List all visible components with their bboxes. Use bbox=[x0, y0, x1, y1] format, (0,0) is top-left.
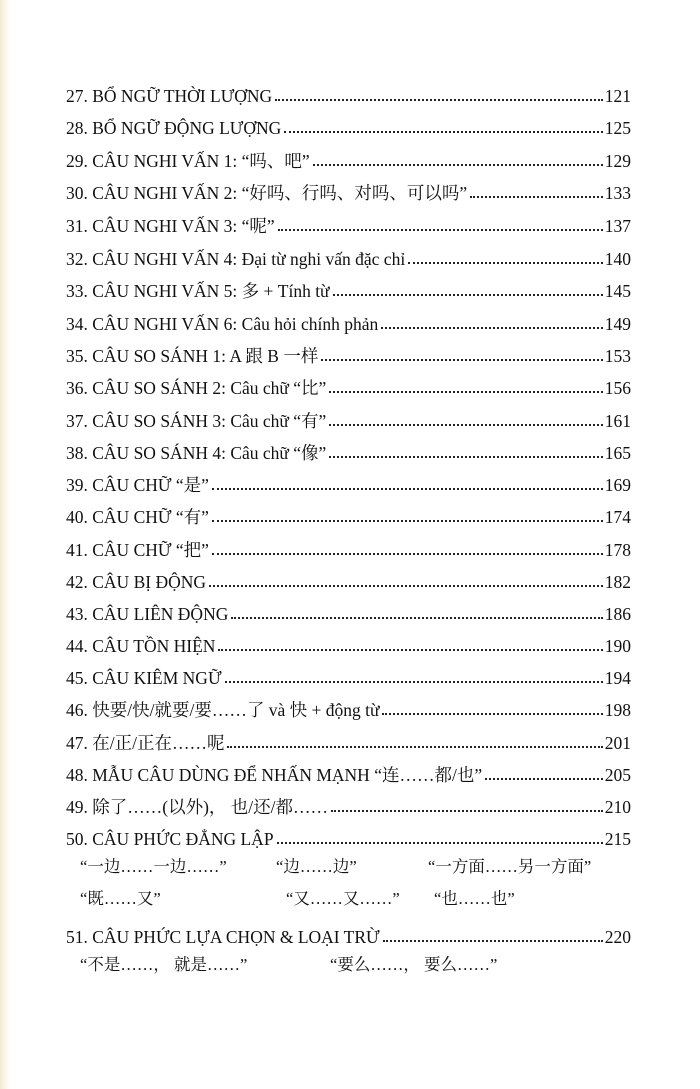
toc-entry-title: 40. CÂU CHỮ “有” bbox=[66, 507, 209, 527]
toc-entry-40[interactable] bbox=[66, 501, 631, 527]
toc-entry-title: 29. CÂU NGHI VẤN 1: “吗、吧” bbox=[66, 151, 310, 171]
toc-entry-28[interactable] bbox=[66, 112, 631, 138]
toc-entry-title: 45. CÂU KIÊM NGỮ bbox=[66, 668, 222, 688]
dot-leader bbox=[333, 293, 603, 296]
toc-entry-43[interactable] bbox=[66, 598, 631, 624]
toc-entry-page: 182 bbox=[604, 572, 631, 592]
dot-leader bbox=[227, 745, 602, 748]
toc-entry-45[interactable] bbox=[66, 662, 631, 688]
toc-entry-page: 220 bbox=[604, 927, 631, 947]
pattern-example: “要么……， 要么……” bbox=[330, 955, 498, 974]
pattern-example: “一方面……另一方面” bbox=[428, 857, 592, 876]
toc-entry-39[interactable] bbox=[66, 469, 631, 495]
toc-entry-title: 50. CÂU PHỨC ĐẲNG LẬP bbox=[66, 829, 274, 849]
toc-entry-page: 129 bbox=[604, 151, 631, 171]
toc-entry-page: 125 bbox=[604, 118, 631, 138]
toc-entry-31[interactable] bbox=[66, 210, 631, 236]
dot-leader bbox=[321, 358, 602, 361]
toc-entry-34[interactable] bbox=[66, 308, 631, 334]
toc-entry-page: 169 bbox=[604, 475, 631, 495]
toc-entry-page: 201 bbox=[604, 733, 631, 753]
toc-entry-title: 32. CÂU NGHI VẤN 4: Đại từ nghi vấn đặc chỉ bbox=[66, 249, 406, 269]
dot-leader bbox=[209, 584, 603, 587]
toc-entry-title: 34. CÂU NGHI VẤN 6: Câu hỏi chính phản bbox=[66, 314, 379, 334]
pattern-example: “不是……， 就是……” bbox=[80, 955, 248, 974]
dot-leader bbox=[382, 712, 602, 715]
toc-entry-page: 194 bbox=[604, 668, 631, 688]
toc-entry-title: 46. 快要/快/就要/要……了 và 快 + động từ bbox=[66, 700, 380, 720]
toc-entry-42[interactable] bbox=[66, 566, 631, 592]
toc-entry-page: 140 bbox=[604, 249, 631, 269]
pattern-example: “也……也” bbox=[434, 889, 515, 908]
pattern-example: “一边……一边……” bbox=[80, 857, 227, 876]
dot-leader bbox=[329, 423, 602, 426]
pattern-example: “既……又” bbox=[80, 889, 161, 908]
toc-entry-page: 137 bbox=[604, 216, 631, 236]
toc-entry-30[interactable] bbox=[66, 177, 631, 203]
toc-entry-title: 39. CÂU CHỮ “是” bbox=[66, 475, 209, 495]
toc-entry-page: 133 bbox=[604, 183, 631, 203]
toc-entry-page: 210 bbox=[604, 797, 631, 817]
toc-entry-title: 43. CÂU LIÊN ĐỘNG bbox=[66, 604, 229, 624]
toc-entry-title: 27. BỔ NGỮ THỜI LƯỢNG bbox=[66, 86, 273, 106]
toc-entry-page: 161 bbox=[604, 411, 631, 431]
toc-entry-title: 35. CÂU SO SÁNH 1: A 跟 B 一样 bbox=[66, 346, 319, 366]
dot-leader bbox=[225, 680, 603, 683]
dot-leader bbox=[313, 163, 603, 166]
toc-entry-page: 121 bbox=[604, 86, 631, 106]
toc-entry-title: 28. BỔ NGỮ ĐỘNG LƯỢNG bbox=[66, 118, 282, 138]
dot-leader bbox=[278, 228, 603, 231]
toc-entry-title: 47. 在/正/正在……呢 bbox=[66, 733, 225, 753]
dot-leader bbox=[218, 648, 602, 651]
dot-leader bbox=[275, 98, 603, 101]
toc-entry-47[interactable] bbox=[66, 727, 631, 753]
toc-entry-title: 51. CÂU PHỨC LỰA CHỌN & LOẠI TRỪ bbox=[66, 927, 380, 947]
toc-entry-36[interactable] bbox=[66, 372, 631, 398]
toc-entry-page: 198 bbox=[604, 700, 631, 720]
toc-entry-title: 31. CÂU NGHI VẤN 3: “呢” bbox=[66, 216, 275, 236]
toc-entry-page: 178 bbox=[604, 540, 631, 560]
toc-entry-49[interactable] bbox=[66, 791, 631, 817]
dot-leader bbox=[277, 841, 603, 844]
toc-entry-title: 33. CÂU NGHI VẤN 5: 多 + Tính từ bbox=[66, 281, 330, 301]
toc-entry-46[interactable] bbox=[66, 694, 631, 720]
toc-entry-page: 145 bbox=[604, 281, 631, 301]
dot-leader bbox=[381, 326, 603, 329]
toc-entry-48[interactable] bbox=[66, 759, 631, 785]
dot-leader bbox=[383, 939, 603, 942]
dot-leader bbox=[329, 390, 602, 393]
toc-entry-page: 186 bbox=[604, 604, 631, 624]
pattern-example: “边……边” bbox=[276, 857, 357, 876]
page-edge-shadow bbox=[0, 0, 10, 1089]
toc-entry-37[interactable] bbox=[66, 405, 631, 431]
toc-entry-32[interactable] bbox=[66, 243, 631, 269]
toc-entry-page: 149 bbox=[604, 314, 631, 334]
toc-entry-title: 37. CÂU SO SÁNH 3: Câu chữ “有” bbox=[66, 411, 327, 431]
dot-leader bbox=[212, 552, 603, 555]
toc-entry-page: 153 bbox=[604, 346, 631, 366]
toc-entry-33[interactable] bbox=[66, 275, 631, 301]
toc-entry-page: 215 bbox=[604, 829, 631, 849]
toc-entry-title: 42. CÂU BỊ ĐỘNG bbox=[66, 572, 206, 592]
toc-entry-38[interactable] bbox=[66, 437, 631, 463]
dot-leader bbox=[408, 261, 603, 264]
toc-entry-29[interactable] bbox=[66, 145, 631, 171]
toc-entry-50[interactable] bbox=[66, 823, 631, 849]
dot-leader bbox=[485, 777, 603, 780]
dot-leader bbox=[231, 616, 602, 619]
toc-entry-page: 156 bbox=[604, 378, 631, 398]
toc-entry-title: 44. CÂU TỒN HIỆN bbox=[66, 636, 216, 656]
toc-entry-title: 30. CÂU NGHI VẤN 2: “好吗、行吗、对吗、可以吗” bbox=[66, 183, 468, 203]
dot-leader bbox=[284, 130, 602, 133]
dot-leader bbox=[212, 487, 603, 490]
toc-entry-page: 165 bbox=[604, 443, 631, 463]
toc-entry-title: 48. MẪU CÂU DÙNG ĐỂ NHẤN MẠNH “连……都/也” bbox=[66, 765, 483, 785]
toc-entry-title: 38. CÂU SO SÁNH 4: Câu chữ “像” bbox=[66, 443, 327, 463]
toc-entry-27[interactable] bbox=[66, 80, 631, 106]
toc-entry-44[interactable] bbox=[66, 630, 631, 656]
toc-entry-41[interactable] bbox=[66, 534, 631, 560]
dot-leader bbox=[212, 519, 603, 522]
pattern-example: “又……又……” bbox=[286, 889, 400, 908]
toc-entry-page: 174 bbox=[604, 507, 631, 527]
toc-entry-page: 205 bbox=[604, 765, 631, 785]
dot-leader bbox=[470, 195, 603, 198]
dot-leader bbox=[329, 455, 602, 458]
toc-entry-title: 41. CÂU CHỮ “把” bbox=[66, 540, 209, 560]
toc-entry-page: 190 bbox=[604, 636, 631, 656]
toc-entry-title: 49. 除了……(以外)， 也/还/都…… bbox=[66, 797, 329, 817]
toc-entry-35[interactable] bbox=[66, 340, 631, 366]
toc-entry-title: 36. CÂU SO SÁNH 2: Câu chữ “比” bbox=[66, 378, 327, 398]
dot-leader bbox=[331, 809, 603, 812]
toc-entry-51[interactable] bbox=[66, 921, 631, 947]
